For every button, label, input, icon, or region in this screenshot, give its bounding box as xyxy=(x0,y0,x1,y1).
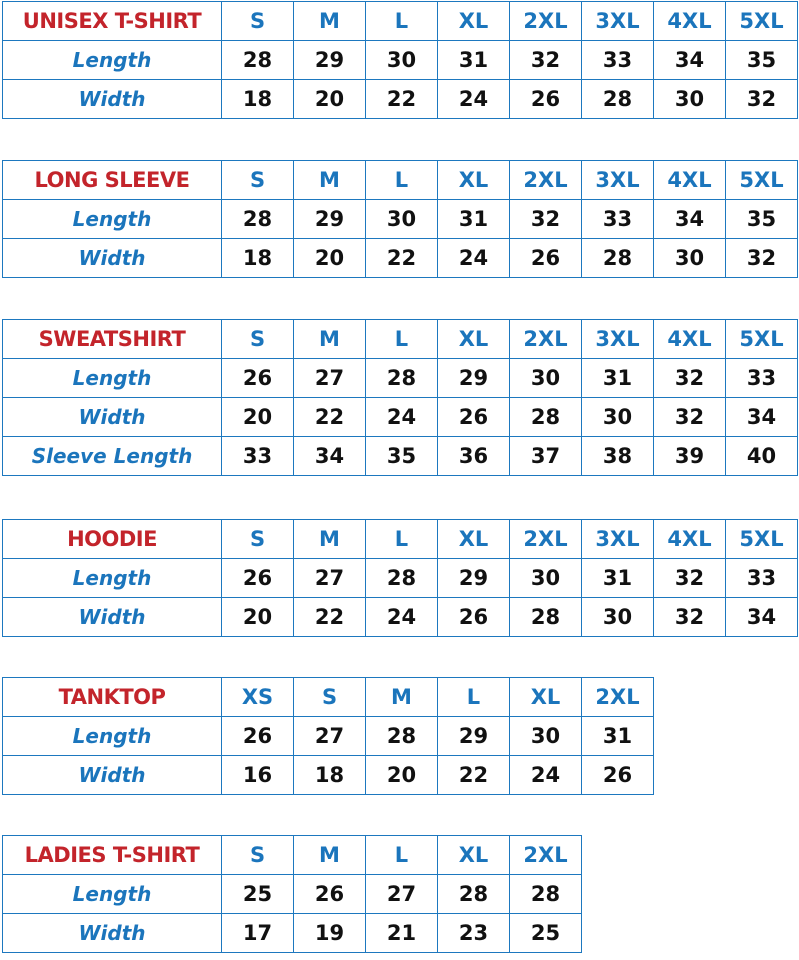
size-header: L xyxy=(366,161,438,200)
measurement-cell: 32 xyxy=(654,398,726,437)
chart-title: LONG SLEEVE xyxy=(3,161,222,200)
measurement-cell: 27 xyxy=(294,359,366,398)
measurement-cell: 30 xyxy=(366,41,438,80)
row-label: Width xyxy=(3,914,222,953)
size-header: S xyxy=(294,678,366,717)
measurement-cell: 28 xyxy=(366,717,438,756)
measurement-cell: 26 xyxy=(510,239,582,278)
measurement-cell: 20 xyxy=(294,80,366,119)
measurement-cell: 35 xyxy=(366,437,438,476)
measurement-cell: 35 xyxy=(726,41,798,80)
measurement-cell: 24 xyxy=(438,80,510,119)
size-header: XL xyxy=(438,2,510,41)
measurement-row xyxy=(3,398,798,437)
measurement-cell: 28 xyxy=(222,41,294,80)
measurement-cell: 26 xyxy=(222,559,294,598)
measurement-cell: 31 xyxy=(582,359,654,398)
measurement-cell: 30 xyxy=(510,359,582,398)
measurement-cell: 28 xyxy=(582,80,654,119)
chart-title: TANKTOP xyxy=(3,678,222,717)
measurement-cell: 26 xyxy=(582,756,654,795)
measurement-cell: 38 xyxy=(582,437,654,476)
size-header: L xyxy=(366,520,438,559)
measurement-cell: 24 xyxy=(366,598,438,637)
measurement-cell: 33 xyxy=(582,41,654,80)
measurement-cell: 34 xyxy=(654,200,726,239)
measurement-cell: 27 xyxy=(294,717,366,756)
measurement-row xyxy=(3,239,798,278)
row-label: Width xyxy=(3,80,222,119)
measurement-row xyxy=(3,437,798,476)
size-header: 3XL xyxy=(582,161,654,200)
size-header-row xyxy=(3,161,798,200)
measurement-cell: 23 xyxy=(438,914,510,953)
unisex-tshirt-size-table xyxy=(2,1,798,119)
chart-title: SWEATSHIRT xyxy=(3,320,222,359)
measurement-cell: 40 xyxy=(726,437,798,476)
size-header: S xyxy=(222,520,294,559)
measurement-cell: 33 xyxy=(582,200,654,239)
measurement-cell: 33 xyxy=(726,359,798,398)
measurement-cell: 33 xyxy=(222,437,294,476)
size-header: 2XL xyxy=(510,520,582,559)
measurement-cell: 29 xyxy=(294,200,366,239)
chart-title: UNISEX T-SHIRT xyxy=(3,2,222,41)
size-header: M xyxy=(366,678,438,717)
measurement-cell: 30 xyxy=(510,559,582,598)
measurement-cell: 32 xyxy=(726,239,798,278)
size-header: 2XL xyxy=(510,161,582,200)
size-header-row xyxy=(3,678,654,717)
size-header: 3XL xyxy=(582,320,654,359)
measurement-cell: 22 xyxy=(366,239,438,278)
chart-title: HOODIE xyxy=(3,520,222,559)
measurement-cell: 20 xyxy=(222,598,294,637)
size-header: 2XL xyxy=(582,678,654,717)
measurement-cell: 29 xyxy=(438,559,510,598)
measurement-cell: 33 xyxy=(726,559,798,598)
row-label: Length xyxy=(3,200,222,239)
size-header: L xyxy=(438,678,510,717)
size-header: 2XL xyxy=(510,320,582,359)
row-label: Length xyxy=(3,41,222,80)
measurement-cell: 32 xyxy=(654,359,726,398)
measurement-cell: 30 xyxy=(654,239,726,278)
measurement-row xyxy=(3,359,798,398)
size-header: 2XL xyxy=(510,2,582,41)
row-label: Sleeve Length xyxy=(3,437,222,476)
size-header: L xyxy=(366,836,438,875)
measurement-cell: 20 xyxy=(222,398,294,437)
measurement-cell: 21 xyxy=(366,914,438,953)
size-header-row xyxy=(3,320,798,359)
row-label: Width xyxy=(3,239,222,278)
measurement-cell: 18 xyxy=(222,80,294,119)
size-header: XL xyxy=(438,161,510,200)
measurement-cell: 31 xyxy=(582,559,654,598)
tanktop-size-table xyxy=(2,677,654,795)
measurement-cell: 24 xyxy=(510,756,582,795)
size-header: 4XL xyxy=(654,161,726,200)
size-header: L xyxy=(366,320,438,359)
size-header: XL xyxy=(510,678,582,717)
measurement-cell: 29 xyxy=(294,41,366,80)
size-header: 5XL xyxy=(726,161,798,200)
measurement-cell: 24 xyxy=(366,398,438,437)
measurement-cell: 18 xyxy=(222,239,294,278)
measurement-cell: 26 xyxy=(222,359,294,398)
measurement-cell: 30 xyxy=(654,80,726,119)
row-label: Width xyxy=(3,398,222,437)
size-header: M xyxy=(294,836,366,875)
measurement-cell: 28 xyxy=(222,200,294,239)
measurement-cell: 26 xyxy=(438,598,510,637)
measurement-cell: 28 xyxy=(366,359,438,398)
measurement-row xyxy=(3,200,798,239)
measurement-cell: 28 xyxy=(366,559,438,598)
measurement-cell: 30 xyxy=(582,598,654,637)
chart-title: LADIES T-SHIRT xyxy=(3,836,222,875)
size-header: S xyxy=(222,320,294,359)
measurement-cell: 19 xyxy=(294,914,366,953)
size-header: XL xyxy=(438,320,510,359)
size-header: M xyxy=(294,161,366,200)
measurement-cell: 22 xyxy=(438,756,510,795)
measurement-cell: 31 xyxy=(438,200,510,239)
measurement-cell: 32 xyxy=(726,80,798,119)
size-header: 2XL xyxy=(510,836,582,875)
measurement-cell: 36 xyxy=(438,437,510,476)
size-header: XS xyxy=(222,678,294,717)
measurement-cell: 32 xyxy=(654,598,726,637)
size-header-row xyxy=(3,2,798,41)
measurement-cell: 28 xyxy=(510,598,582,637)
size-header: M xyxy=(294,520,366,559)
long-sleeve-size-table xyxy=(2,160,798,278)
size-header: 3XL xyxy=(582,2,654,41)
measurement-cell: 26 xyxy=(222,717,294,756)
measurement-cell: 17 xyxy=(222,914,294,953)
measurement-cell: 22 xyxy=(366,80,438,119)
measurement-row xyxy=(3,717,654,756)
measurement-cell: 34 xyxy=(726,598,798,637)
measurement-cell: 31 xyxy=(438,41,510,80)
measurement-row xyxy=(3,41,798,80)
size-header: M xyxy=(294,2,366,41)
row-label: Length xyxy=(3,359,222,398)
row-label: Length xyxy=(3,875,222,914)
measurement-cell: 32 xyxy=(654,559,726,598)
size-header: S xyxy=(222,161,294,200)
size-header: 4XL xyxy=(654,520,726,559)
size-header: 5XL xyxy=(726,2,798,41)
measurement-cell: 25 xyxy=(510,914,582,953)
measurement-cell: 18 xyxy=(294,756,366,795)
size-header: 3XL xyxy=(582,520,654,559)
measurement-cell: 35 xyxy=(726,200,798,239)
measurement-cell: 34 xyxy=(654,41,726,80)
ladies-tshirt-size-table xyxy=(2,835,582,953)
size-header-row xyxy=(3,520,798,559)
row-label: Length xyxy=(3,717,222,756)
size-header: M xyxy=(294,320,366,359)
measurement-row xyxy=(3,598,798,637)
size-header: 4XL xyxy=(654,2,726,41)
measurement-cell: 24 xyxy=(438,239,510,278)
measurement-row xyxy=(3,559,798,598)
measurement-cell: 28 xyxy=(582,239,654,278)
measurement-cell: 30 xyxy=(366,200,438,239)
size-header: L xyxy=(366,2,438,41)
measurement-cell: 28 xyxy=(510,398,582,437)
measurement-cell: 30 xyxy=(510,717,582,756)
measurement-cell: 27 xyxy=(366,875,438,914)
measurement-cell: 22 xyxy=(294,598,366,637)
size-header: XL xyxy=(438,520,510,559)
sweatshirt-size-table xyxy=(2,319,798,476)
size-header: XL xyxy=(438,836,510,875)
measurement-cell: 30 xyxy=(582,398,654,437)
measurement-cell: 34 xyxy=(294,437,366,476)
measurement-cell: 31 xyxy=(582,717,654,756)
row-label: Length xyxy=(3,559,222,598)
measurement-cell: 29 xyxy=(438,717,510,756)
measurement-cell: 39 xyxy=(654,437,726,476)
measurement-cell: 20 xyxy=(366,756,438,795)
size-header: S xyxy=(222,2,294,41)
measurement-cell: 28 xyxy=(510,875,582,914)
measurement-cell: 34 xyxy=(726,398,798,437)
size-header: 5XL xyxy=(726,520,798,559)
row-label: Width xyxy=(3,756,222,795)
measurement-cell: 26 xyxy=(294,875,366,914)
size-header: S xyxy=(222,836,294,875)
size-header: 5XL xyxy=(726,320,798,359)
measurement-cell: 26 xyxy=(438,398,510,437)
measurement-cell: 29 xyxy=(438,359,510,398)
measurement-row xyxy=(3,80,798,119)
measurement-cell: 20 xyxy=(294,239,366,278)
measurement-row xyxy=(3,875,582,914)
measurement-cell: 37 xyxy=(510,437,582,476)
measurement-row xyxy=(3,756,654,795)
size-header: 4XL xyxy=(654,320,726,359)
size-header-row xyxy=(3,836,582,875)
measurement-row xyxy=(3,914,582,953)
measurement-cell: 22 xyxy=(294,398,366,437)
measurement-cell: 32 xyxy=(510,200,582,239)
measurement-cell: 26 xyxy=(510,80,582,119)
row-label: Width xyxy=(3,598,222,637)
measurement-cell: 16 xyxy=(222,756,294,795)
measurement-cell: 28 xyxy=(438,875,510,914)
measurement-cell: 32 xyxy=(510,41,582,80)
hoodie-size-table xyxy=(2,519,798,637)
measurement-cell: 25 xyxy=(222,875,294,914)
measurement-cell: 27 xyxy=(294,559,366,598)
